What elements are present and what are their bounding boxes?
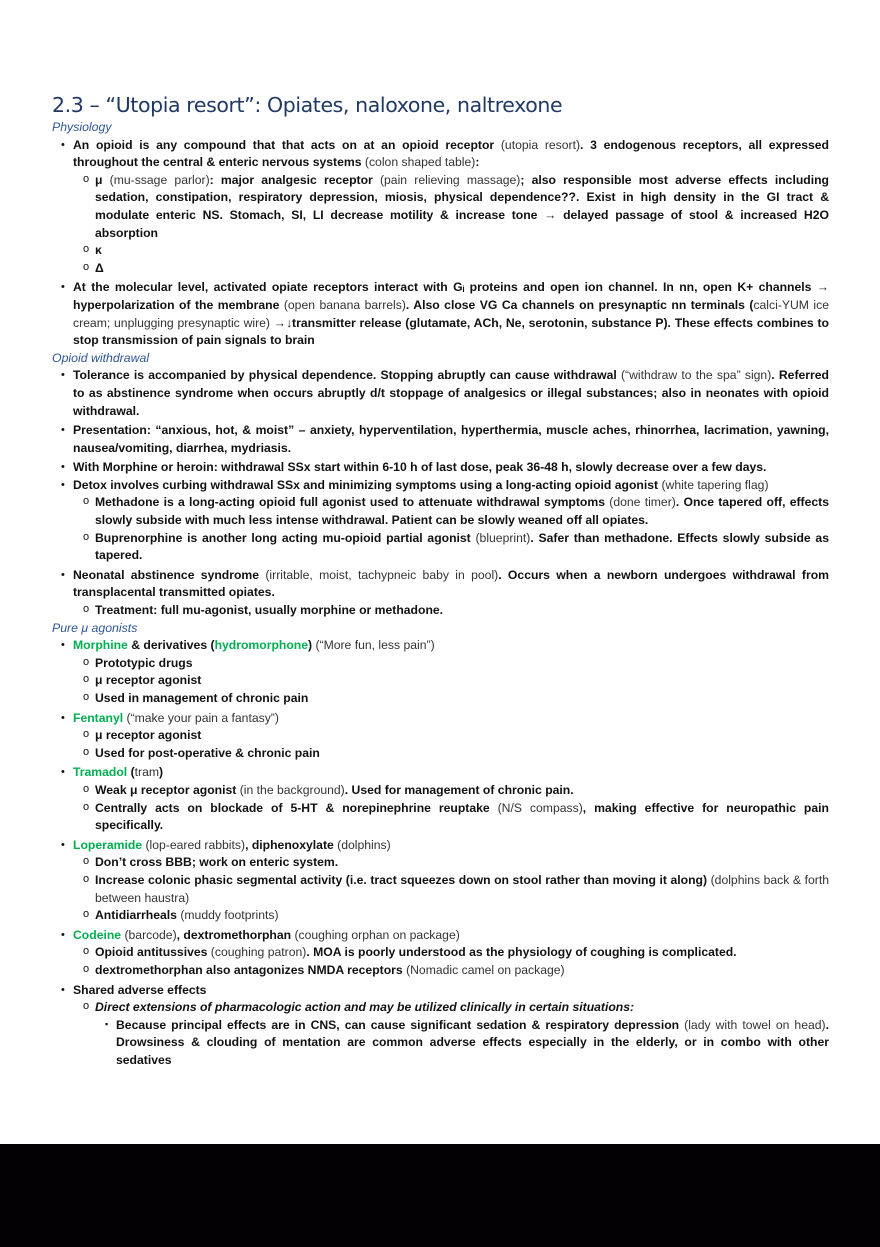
- bullet-icon: •: [61, 983, 65, 996]
- circle-bullet-icon: o: [83, 872, 90, 885]
- section-heading-withdrawal: Opioid withdrawal: [52, 350, 150, 365]
- list-item: • Detox involves curbing withdrawal SSx and minimizing symptoms using a long-acting opioid agonist (white tapering flag): [52, 477, 829, 495]
- circle-bullet-icon: o: [83, 172, 90, 185]
- bullet-icon: •: [61, 478, 65, 491]
- list-item-shared-effects: • Shared adverse effects: [52, 982, 829, 1000]
- list-item: • An opioid is any compound that that acts on at an opioid receptor (utopia resort). 3 endogenous receptors, all expressed throughout the central & enteric nervous systems (colon shaped table):: [61, 137, 830, 170]
- circle-bullet-icon: o: [83, 530, 90, 543]
- list-item-tramadol: • Tramadol (tram): [52, 764, 829, 782]
- circle-bullet-icon: o: [83, 962, 90, 975]
- circle-bullet-icon: o: [83, 782, 90, 795]
- document-content: [52, 92, 829, 1069]
- drug-name: hydromorphone: [214, 638, 308, 653]
- circle-bullet-icon: o: [83, 908, 90, 921]
- circle-bullet-icon: o: [83, 945, 90, 958]
- list-item: o Antidiarrheals (muddy footprints): [83, 908, 279, 923]
- list-item: ▪ Because principal effects are in CNS, can cause significant sedation & respiratory depression (lady with towel on head). Drowsiness & clouding of mentation are common adverse effects especially in the elderly, or in combo with other sedatives: [105, 1017, 829, 1067]
- list-item-treatment: o Treatment: full mu-agonist, usually morphine or methadone.: [83, 603, 444, 618]
- withdrawal-list: [52, 367, 829, 619]
- list-item: • Presentation: “anxious, hot, & moist” – anxiety, hyperventilation, hyperthermia, muscle aches, rhinorrhea, lacrimation, yawning, nausea/vomiting, diarrhea, mydriasis.: [61, 423, 829, 455]
- list-item: o Prototypic drugs: [83, 655, 193, 670]
- list-item: o Centrally acts on blockade of 5-HT & norepinephrine reuptake (N/S compass), making effective for neuropathic pain specifically.: [83, 800, 829, 833]
- circle-bullet-icon: o: [83, 655, 90, 668]
- bullet-icon: •: [61, 639, 65, 652]
- list-item-fentanyl: • Fentanyl (“make your pain a fantasy”): [52, 710, 829, 728]
- list-item: • With Morphine or heroin: withdrawal SSx start within 6-10 h of last dose, peak 36-48 h, slowly decrease over a few days.: [52, 459, 829, 477]
- list-item: o Weak μ receptor agonist (in the background). Used for management of chronic pain.: [83, 782, 574, 797]
- page-title: 2.3 – “Utopia resort”: Opiates, naloxone, naltrexone: [52, 93, 563, 117]
- circle-bullet-icon: o: [83, 728, 90, 741]
- list-item: o Used in management of chronic pain: [83, 691, 309, 705]
- bullet-icon: •: [61, 838, 65, 851]
- bullet-icon: •: [61, 281, 65, 294]
- circle-bullet-icon: o: [83, 745, 90, 758]
- list-item-mu: o μ (mu-ssage parlor): major analgesic receptor (pain relieving massage); also responsible most adverse effects including sedation, constipation, respiratory depression, miosis, physical dependence??. Exist in high density in the GI tract & modulate enteric NS. Stomach, SI, LI decrease motility & increase tone → delayed passage of stool & increased H2O absorption: [83, 172, 829, 240]
- list-item: • At the molecular level, activated opiate receptors interact with Gᵢ proteins and open ion channel. In nn, open K+ channels → hyperpolarization of the membrane (open banana barrels). Also close VG Ca channels on presynaptic nn terminals (calci-YUM ice cream; unplugging presynaptic wire) →↓transmitter release (glutamate, ACh, Ne, serotonin, substance P). These effects combines to stop transmission of pain signals to brain: [61, 280, 829, 348]
- bullet-icon: •: [61, 369, 65, 382]
- list-item-buprenorphine: o Buprenorphine is another long acting mu-opioid partial agonist (blueprint). Safer than methadone. Effects slowly subside as tapered.: [83, 530, 829, 563]
- bullet-icon: •: [61, 928, 65, 941]
- drug-name: Fentanyl: [73, 710, 124, 725]
- list-item-delta: o Δ: [83, 260, 104, 275]
- list-item: o Used for post-operative & chronic pain: [83, 745, 320, 760]
- list-item: • Neonatal abstinence syndrome (irritable, moist, tachypneic baby in pool). Occurs when a newborn undergoes withdrawal from transplacental transmitted opiates.: [61, 567, 829, 600]
- list-item-codeine: • Codeine (barcode), dextromethorphan (coughing orphan on package): [52, 927, 829, 945]
- bullet-icon: •: [61, 568, 65, 581]
- section-heading-agonists: Pure μ agonists: [52, 620, 138, 635]
- list-item: o Direct extensions of pharmacologic action and may be utilized clinically in certain situations:: [83, 1000, 635, 1015]
- drug-name: Tramadol: [73, 765, 128, 780]
- physiology-list: [52, 137, 829, 350]
- circle-bullet-icon: o: [83, 855, 90, 868]
- circle-bullet-icon: o: [83, 243, 90, 256]
- bullet-icon: •: [61, 138, 65, 151]
- bullet-icon: •: [61, 461, 65, 474]
- list-item-methadone: o Methadone is a long-acting opioid full agonist used to attenuate withdrawal symptoms (done timer). Once tapered off, effects slowly subside with much less intense withdrawal. Patient can be slowly weaned off all opiates.: [83, 495, 830, 528]
- circle-bullet-icon: o: [83, 260, 90, 273]
- list-item: • Tolerance is accompanied by physical dependence. Stopping abruptly can cause withdrawal (“withdraw to the spa” sign). Referred to as abstinence syndrome when occurs abruptly d/t stoppage of analgesics or illegal substances; also in neonates with opioid withdrawal.: [61, 368, 829, 418]
- circle-bullet-icon: o: [83, 691, 90, 703]
- section-heading-physiology: Physiology: [52, 120, 112, 134]
- list-item-morphine: • Morphine & derivatives (hydromorphone) (“More fun, less pain”): [52, 637, 829, 655]
- circle-bullet-icon: o: [83, 495, 90, 508]
- bullet-icon: •: [61, 424, 65, 437]
- list-item-kappa: o κ: [83, 243, 102, 258]
- list-item: o μ receptor agonist: [83, 728, 202, 743]
- list-item: o Increase colonic phasic segmental activity (i.e. tract squeezes down on stool rather than moving it along) (dolphins back & forth between haustra): [83, 872, 829, 905]
- square-bullet-icon: ▪: [105, 1018, 109, 1029]
- list-item: o Opioid antitussives (coughing patron). MOA is poorly understood as the physiology of coughing is complicated.: [83, 945, 737, 960]
- circle-bullet-icon: o: [83, 673, 90, 686]
- circle-bullet-icon: o: [83, 1000, 90, 1013]
- list-item: o Don’t cross BBB; work on enteric system.: [83, 855, 339, 870]
- circle-bullet-icon: o: [83, 800, 90, 813]
- agonists-list: [52, 637, 829, 1069]
- list-item-loperamide: • Loperamide (lop-eared rabbits), diphenoxylate (dolphins): [52, 837, 829, 855]
- list-item: o dextromethorphan also antagonizes NMDA receptors (Nomadic camel on package): [83, 962, 565, 977]
- circle-bullet-icon: o: [83, 603, 90, 616]
- list-item: o μ receptor agonist: [83, 673, 202, 688]
- bullet-icon: •: [61, 766, 65, 779]
- bottom-black-band: [0, 1144, 880, 1247]
- drug-name: Morphine: [73, 638, 128, 653]
- bullet-icon: •: [61, 711, 65, 724]
- drug-name: Loperamide: [73, 837, 143, 852]
- drug-name: Codeine: [73, 927, 122, 942]
